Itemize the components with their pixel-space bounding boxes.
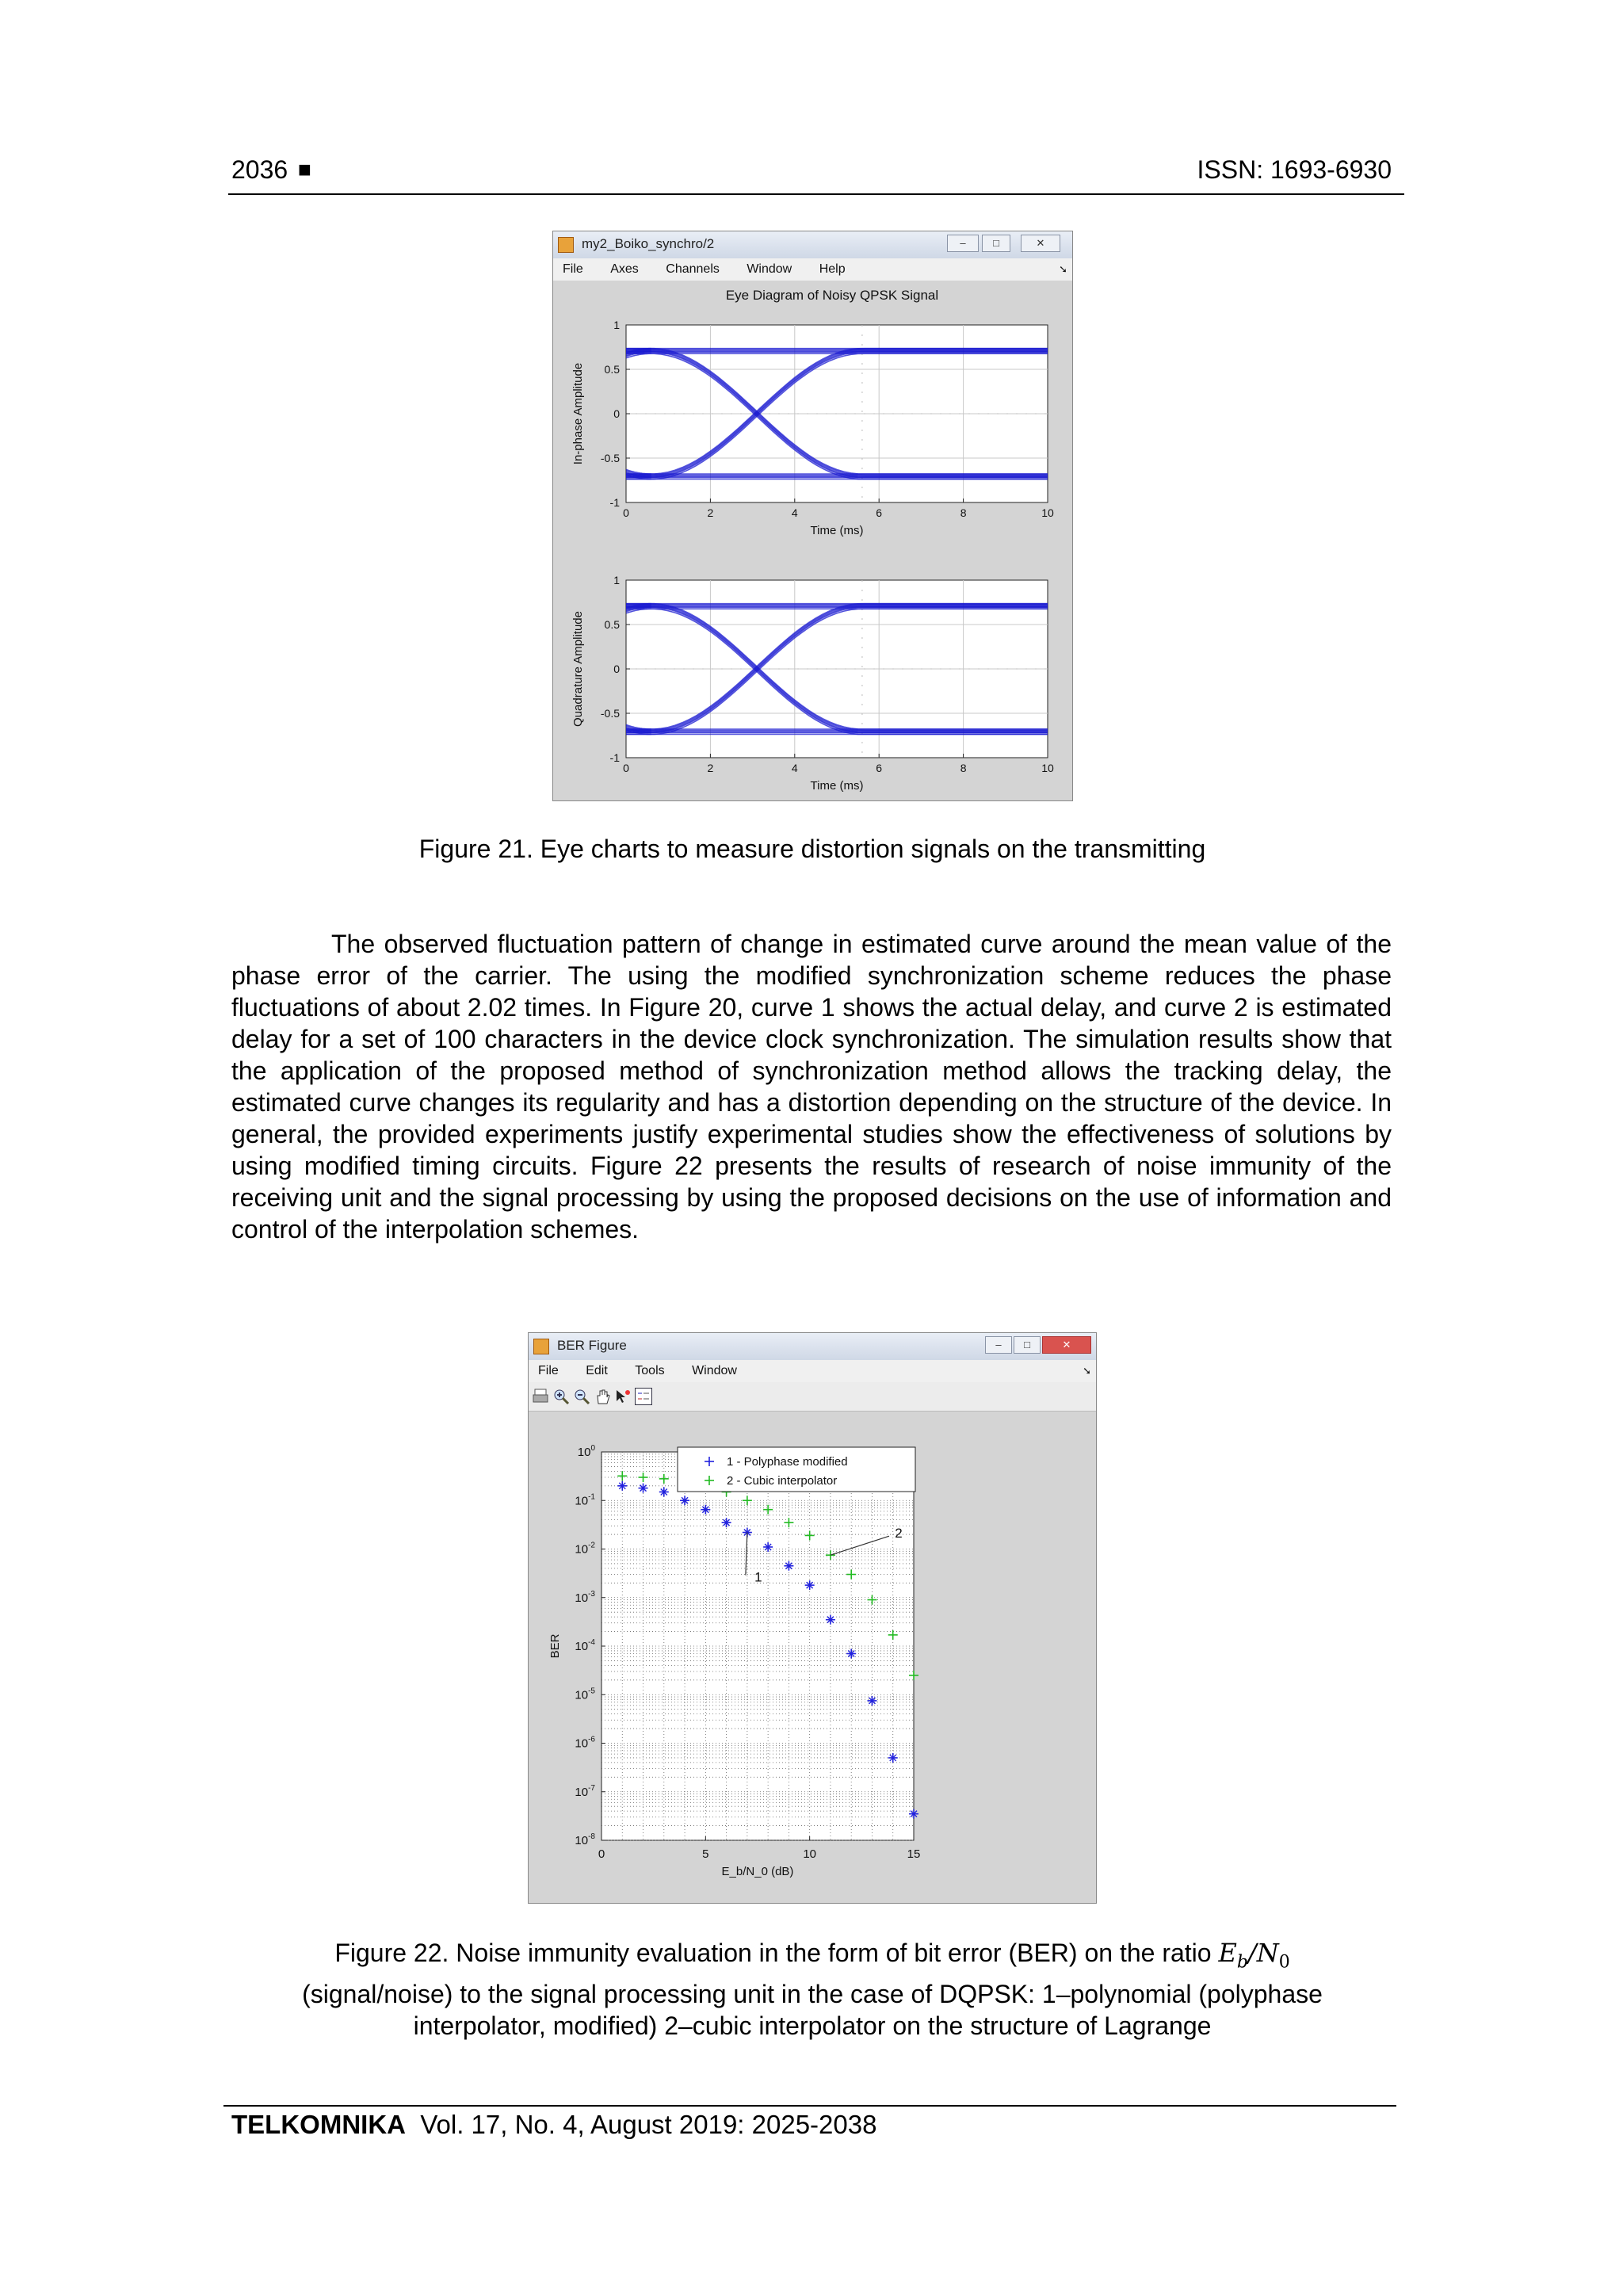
figure22-caption	[158, 1937, 1466, 2042]
chart-title: Eye Diagram of Noisy QPSK Signal	[725, 288, 939, 303]
journal-details: Vol. 17, No. 4, August 2019: 2025-2038	[420, 2110, 877, 2139]
annotation-label-2: 2	[895, 1526, 903, 1541]
menu-window[interactable]: Window	[747, 262, 792, 276]
x-tick-label: 2	[707, 506, 714, 519]
window-title: BER Figure	[557, 1338, 627, 1353]
y-tick-label: $10^{-2}$	[575, 1541, 595, 1557]
x-tick-label: 6	[876, 762, 883, 774]
body-paragraph	[231, 928, 1392, 1245]
x-tick-label: 4	[791, 762, 798, 774]
x-tick-label: 8	[960, 762, 967, 774]
y-tick-label: -0.5	[600, 707, 620, 720]
zoom-out-icon[interactable]	[573, 1388, 590, 1405]
menu-axes[interactable]: Axes	[610, 262, 639, 276]
issn: ISSN: 1693-6930	[1197, 155, 1392, 184]
y-tick-label: $10^{-6}$	[575, 1735, 595, 1751]
x-tick-label: 10	[803, 1847, 817, 1861]
legend-icon[interactable]	[635, 1388, 652, 1405]
x-tick-label: 10	[1041, 762, 1054, 774]
page-number: 2036	[231, 155, 288, 184]
y-axis-label: In-phase Amplitude	[571, 362, 585, 465]
y-tick-label: $10^{-5}$	[575, 1687, 595, 1702]
y-tick-label: $10^{-4}$	[575, 1638, 595, 1653]
caption-line-1	[158, 1937, 1466, 1978]
y-tick-label: 0	[613, 663, 620, 675]
menu-file[interactable]: File	[563, 262, 583, 276]
y-tick-label: $10^{-3}$	[575, 1589, 595, 1605]
menu-window[interactable]: Window	[692, 1364, 737, 1377]
paragraph-text: The observed fluctuation pattern of change in estimated curve around the mean value of the phase error of the carrier. The using the modified synchronization scheme reduces the phase fluctuations of about 2.02 times. In Figure 20, curve 1 shows the actual delay, and curve 2 is estimated delay for a set of 100 characters in the device clock synchronization. The simulation results show that the application of the proposed method of synchronization method allows the tracking delay, the estimated curve changes its regularity and has a distortion depending on the structure of the device. In general, the provided experiments justify experimental studies show the effectiveness of solutions by using modified timing circuits. Figure 22 presents the results of research of noise immunity of the receiving unit and the signal processing by using the proposed decisions on the use of information and control of the interpolation schemes.	[231, 930, 1392, 1244]
caption-math: $E_b/N_0$	[1218, 1938, 1290, 1973]
maximize-button[interactable]: □	[1014, 1336, 1041, 1354]
ber-figure-window	[528, 1332, 1097, 1904]
figure21-caption: Figure 21. Eye charts to measure distortion signals on the transmitting	[418, 835, 1206, 863]
journal-name: TELKOMNIKA	[231, 2110, 406, 2139]
y-tick-label: $10^{-7}$	[575, 1783, 595, 1799]
footer	[231, 2110, 876, 2140]
menu-help[interactable]: Help	[819, 262, 846, 276]
y-axis-label: BER	[548, 1633, 562, 1659]
menu-bar	[553, 258, 1072, 281]
dock-arrow-icon[interactable]: ➘	[1059, 263, 1067, 275]
x-tick-label: 8	[960, 506, 967, 519]
data-cursor-icon[interactable]	[614, 1388, 632, 1405]
y-tick-label: $10^{-1}$	[575, 1492, 595, 1508]
header-square: ■	[298, 157, 311, 181]
minimize-button[interactable]: –	[985, 1336, 1012, 1354]
y-tick-label: 1	[613, 319, 620, 331]
legend-label: 1 - Polyphase modified	[727, 1455, 848, 1469]
y-tick-label: 0	[613, 407, 620, 420]
close-button[interactable]: ✕	[1042, 1336, 1091, 1354]
matlab-icon	[533, 1339, 549, 1354]
zoom-in-icon[interactable]	[552, 1388, 570, 1405]
x-tick-label: 4	[791, 506, 798, 519]
menu-edit[interactable]: Edit	[586, 1364, 608, 1377]
caption-line-3: interpolator, modified) 2–cubic interpolator on the structure of Lagrange	[413, 2011, 1212, 2041]
x-tick-label: 0	[598, 1847, 605, 1861]
y-tick-label: -0.5	[600, 452, 620, 464]
eye-subplot-1	[571, 319, 1054, 537]
menu-bar	[529, 1360, 1096, 1382]
legend-label: 2 - Cubic interpolator	[727, 1474, 838, 1488]
y-tick-label: -1	[609, 496, 620, 509]
minimize-button[interactable]: –	[947, 235, 979, 252]
x-tick-label: 0	[623, 762, 629, 774]
menu-tools[interactable]: Tools	[635, 1364, 665, 1377]
y-tick-label: -1	[609, 751, 620, 764]
caption-text: Figure 22. Noise immunity evaluation in the form of bit error (BER) on the ratio	[334, 1939, 1212, 1967]
footer-rule	[223, 2105, 1396, 2107]
menu-channels[interactable]: Channels	[666, 262, 720, 276]
x-tick-label: 6	[876, 506, 883, 519]
figure-toolbar	[529, 1382, 1096, 1412]
header-rule	[228, 193, 1404, 195]
menu-file[interactable]: File	[538, 1364, 559, 1377]
x-axis-label: Time (ms)	[810, 779, 864, 793]
matlab-icon	[558, 237, 574, 253]
titlebar	[553, 231, 1072, 258]
y-axis-label: Quadrature Amplitude	[571, 611, 585, 727]
x-tick-label: 15	[907, 1847, 921, 1861]
y-tick-label: $10^0$	[577, 1444, 595, 1459]
x-tick-label: 10	[1041, 506, 1054, 519]
eye-subplot-2	[571, 574, 1054, 793]
eye-diagram-window	[552, 231, 1073, 801]
annotation-label-1: 1	[754, 1569, 762, 1585]
y-tick-label: 0.5	[604, 618, 620, 631]
x-axis-label: Time (ms)	[810, 524, 864, 537]
y-tick-label: $10^{-8}$	[575, 1832, 595, 1847]
print-icon[interactable]	[532, 1388, 549, 1405]
y-tick-label: 1	[613, 574, 620, 586]
x-tick-label: 5	[702, 1847, 709, 1861]
pan-hand-icon[interactable]	[594, 1388, 611, 1405]
legend	[678, 1447, 915, 1492]
caption-line-2: (signal/noise) to the signal processing unit in the case of DQPSK: 1–polynomial (polyphase	[302, 1980, 1323, 2009]
x-tick-label: 0	[623, 506, 629, 519]
titlebar	[529, 1333, 1096, 1360]
maximize-button[interactable]: □	[982, 235, 1010, 252]
close-button[interactable]: ✕	[1021, 235, 1060, 252]
ber-plot	[529, 1411, 1096, 1903]
x-axis-label: E_b/N_0 (dB)	[721, 1865, 794, 1878]
window-title: my2_Boiko_synchro/2	[582, 236, 715, 251]
y-tick-label: 0.5	[604, 363, 620, 376]
eye-diagram-plot	[553, 281, 1072, 800]
dock-arrow-icon[interactable]: ➘	[1083, 1365, 1091, 1377]
x-tick-label: 2	[707, 762, 714, 774]
